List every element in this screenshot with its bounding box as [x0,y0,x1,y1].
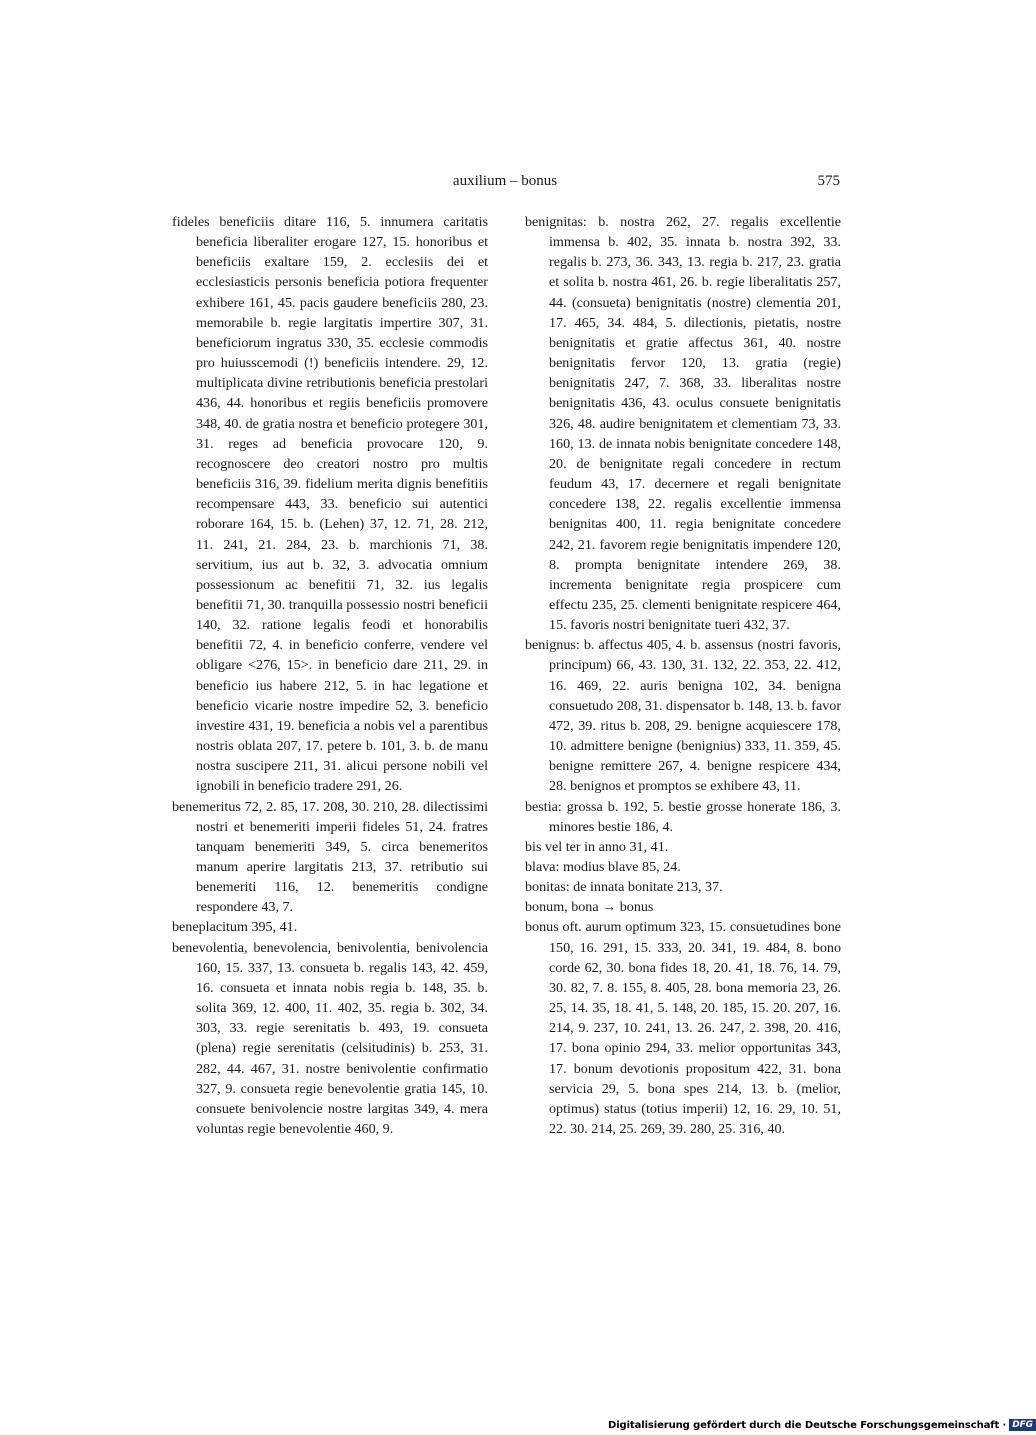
index-entry-beneplacitum: beneplacitum 395, 41. [172,919,298,936]
index-entry-benemeritus: benemeritus 72, 2. 85, 17. 208, 30. 210, 28. dilectissimi nostri et benemeriti imperii fideles 51, 24. fratres tanquam benemeriti 349, 5. circa benemeritos manum aperire largitatis 213, 37. retributio sui benemeriti 116, 12. benemeritis condigne respondere 43, 7. [172,798,488,916]
index-entry-benevolentia: benevolentia, benevolencia, benivolentia, benivolencia 160, 15. 337, 13. consueta b. regalis 143, 42. 459, 16. consueta et innata nobis regia b. 148, 35. b. solita 369, 12. 400, 11. 402, 35. regia b. 302, 34. 303, 33. regie serenitatis b. 493, 19. consueta (plena) regie serenitatis (celsitudinis) b. 253, 31. 282, 44. 467, 31. nostre benivolentie confirmatio 327, 9. consueta regie benevolentie gratia 145, 10. consuete benivolencie nostre largitas 349, 4. mera voluntas regie benevolentie 460, 9. [172,939,488,1138]
digitization-credit [608,1419,1036,1431]
page-number: 575 [817,173,840,189]
index-column-right [525,212,841,1139]
running-head-title: auxilium – bonus [452,173,558,189]
dfg-logo: DFG [1009,1419,1036,1431]
index-entry-benignitas: benignitas: b. nostra 262, 27. regalis excellentie immensa b. 402, 35. innata b. nostra 392, 33. regalis b. 273, 36. 343, 13. regia b. 217, 23. gratia et solita b. nostra 461, 26. b. regie liberalitatis 257, 44. (consueta) benignitatis (nostre) clementia 201, 17. 465, 34. 484, 5. dilectionis, pietatis, nostre benignitatis et gratie affectus 361, 40. nostre benignitatis fervor 120, 13. gratia (regie) benignitatis 247, 7. 368, 33. liberalitas nostre benignitatis 436, 43. oculus consuete benignitatis 326, 48. audire benignitatem et clementiam 73, 33. 160, 13. de innata nobis benignitate concedere 148, 20. de benignitate regali concedere in rectum feudum 43, 17. decernere et regali benignitate concedere 138, 22. regalis excellentie immensa benignitas 400, 11. regia benignitate concedere 242, 21. favorem regie benignitatis impendere 120, 8. prompta benignitate intendere 269, 38. incrementa benignitate regia prospicere cum effectu 235, 25. clementi benignitate respicere 464, 15. favoris nostri benignitate tueri 432, 37. [525,214,841,634]
index-column-left [172,212,488,1139]
digitization-credit-text: Digitalisierung gefördert durch die Deutsche Forschungsgemeinschaft · [608,1420,1007,1431]
index-entry-bonitas: bonitas: de innata bonitate 213, 37. [525,879,723,896]
index-entry-bis: bis vel ter in anno 31, 41. [525,838,669,855]
running-head [0,173,1000,193]
index-entry-benignus: benignus: b. affectus 405, 4. b. assensus (nostri favoris, principum) 66, 43. 130, 31. 132, 22. 353, 22. 412, 16. 469, 22. auris benigna 102, 34. benigna consuetudo 208, 31. dispensator b. 148, 13. b. favor 472, 39. ritus b. 208, 29. benigne acquiescere 178, 10. admittere benigne (benignius) 333, 11. 359, 45. benigne remittere 267, 4. benigne respicere 434, 28. benignos et promptos se exhibere 43, 11. [525,637,842,795]
index-entry-beneficium-continued: fideles beneficiis ditare 116, 5. innumera caritatis beneficia liberaliter erogare 127, 15. honoribus et beneficiis exaltare 159, 2. ecclesiis dei et ecclesiasticis personis beneficia potiora frequenter exhibere 161, 45. pacis gaudere beneficiis 280, 23. memorabile b. regie largitatis impertire 307, 31. beneficiorum ingratus 330, 35. ecclesie commodis pro huiusscemodi (!) beneficiis intendere. 29, 12. multiplicata divine retributionis beneficia prestolari 436, 44. honoribus et regiis beneficiis promovere 348, 40. de gratia nostra et beneficio protegere 301, 31. reges ad beneficia provocare 120, 9. recognoscere deo creatori nostro pro multis beneficiis 316, 39. fidelium merita dignis benefitiis recompensare 443, 33. beneficio sui autentici roborare 164, 15. b. (Lehen) 37, 12. 71, 28. 212, 11. 241, 21. 284, 23. b. marchionis 71, 38. servitium, ius aut b. 32, 3. advocatia omnium possessionum ac benefitii 71, 32. ius legalis benefitii 71, 30. tranquilla possessio nostri beneficii 140, 32. ratione legalis feodi et honorabilis benefitii 72, 4. in beneficio conferre, vendere vel obligare <276, 15>. in beneficio dare 211, 29. in beneficio ius habere 212, 5. in hac legatione et beneficio vicarie nostre impedire 52, 3. beneficio investire 431, 19. beneficia a nobis vel a parentibus nostris oblata 207, 17. petere b. 101, 3. b. de manu nostra suscipere 211, 31. alicui persone nobili vel ignobili in beneficio tradere 291, 26. [172,214,488,795]
index-entry-blava: blava: modius blave 85, 24. [525,859,681,875]
index-entry-bonus: bonus oft. aurum optimum 323, 15. consuetudines bone 150, 16. 291, 15. 333, 20. 341, 19. 484, 8. bono corde 62, 30. bona fides 18, 20. 41, 18. 76, 14. 79, 30. 82, 7. 8. 155, 8. 405, 28. bona memoria 23, 26. 25, 14. 35, 18. 41, 5. 148, 20. 185, 15. 20. 207, 16. 214, 9. 237, 10. 241, 13. 26. 247, 2. 398, 20. 416, 17. bona opinio 294, 33. melior opportunitas 343, 17. bonum devotionis propositum 422, 31. bona servicia 29, 5. bona spes 214, 13. b. (melior, optimus) status (totius imperii) 12, 16. 29, 10. 51, 22. 30. 214, 25. 269, 39. 280, 25. 316, 40. [525,919,841,1138]
index-entry-bestia: bestia: grossa b. 192, 5. bestie grosse honerate 186, 3. minores bestie 186, 4. [525,798,841,835]
index-entry-bonum: bonum, bona → bonus [525,899,654,916]
